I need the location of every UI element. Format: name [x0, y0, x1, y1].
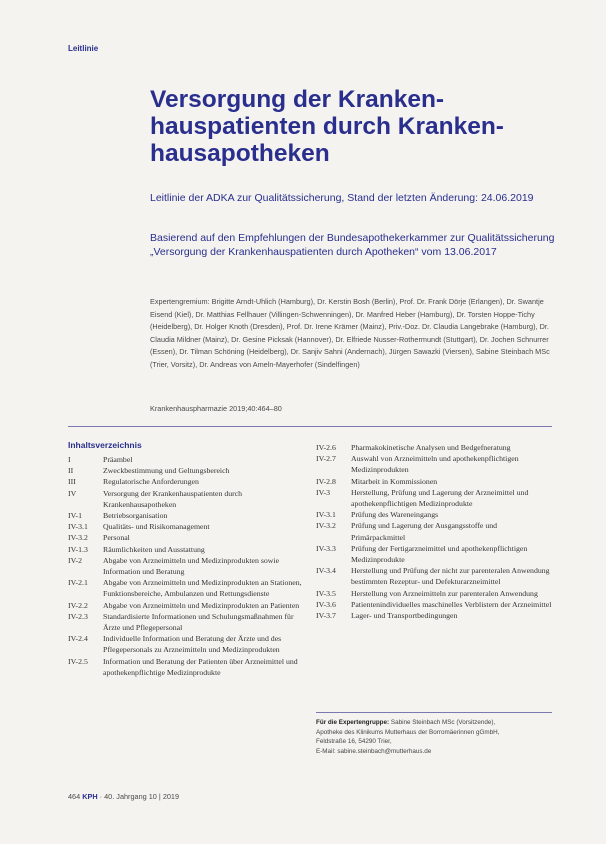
toc-entry	[316, 610, 552, 621]
contact-label: Für die Expertengruppe:	[316, 719, 390, 726]
toc-text: Versorgung der Krankenhauspatienten durch Krankenhausapotheken	[103, 488, 243, 509]
toc-number: IV-3.1	[316, 510, 336, 520]
toc-text: Präambel	[103, 455, 133, 464]
toc-entry	[316, 543, 552, 565]
toc-number: IV-3.1	[68, 522, 88, 532]
toc-number: IV-2.8	[316, 476, 336, 486]
expert-panel: Expertengremium: Brigitte Arndt-Uhlich (Hamburg), Dr. Kerstin Bosh (Berlin), Prof. Dr. Frank Dörje (Erlangen), Dr. Swantje Eisend (Kiel), Dr. Matthias Fellhauer (Villingen-Schwenningen), Dr. Manfred Heber (Hamburg), Dr. Torsten Hoppe-Tichy (Heidelberg), Dr. Holger Knoth (Dresden), Prof. Dr. Irene Krämer (Mainz), Priv.-Doz. Dr. Claudia Langebrake (Hamburg), Dr. Claudia Mildner (Mainz), Dr. Gesine Picksak (Hannover), Dr. Elfriede Nusser-Rothermundt (Stuttgart), Dr. Jochen Schnurrer (Essen), Dr. Tilman Schöning (Heidelberg), Dr. Sanjiv Sahni (Andernach), Jürgen Sawazki (Viersen), Sabine Steinbach MSc (Trier, Vorsitz), Dr. Andreas von Ameln-Mayerhofer (Sindelfingen)	[150, 297, 550, 369]
toc-text: Pharmakokinetische Analysen und Bedgefneratung	[351, 443, 511, 452]
toc-number: IV-2.3	[68, 611, 88, 621]
toc-text: Abgabe von Arzneimitteln und Medizinprodukten an Stationen, Funktionsbereiche, Ambulanzen und Rettungsdienste	[103, 578, 302, 599]
toc-entry	[68, 555, 306, 577]
toc-entry	[68, 454, 306, 465]
toc-number: IV-3.3	[316, 543, 336, 553]
toc-number: IV-2.1	[68, 578, 88, 588]
toc-text: Mitarbeit in Kommissionen	[351, 476, 438, 486]
toc-entry	[316, 599, 552, 610]
toc-number: IV-2.4	[68, 634, 88, 644]
toc-text: Individuelle Information und Beratung der Ärzte und des Pflegepersonals zu Arzneimitteln und Medizinprodukten	[103, 634, 282, 655]
section-label: Leitlinie	[68, 44, 99, 53]
toc-text: Prüfung und Lagerung der Ausgangsstoffe und Primärpackmittel	[351, 521, 498, 542]
toc-text: Qualitäts- und Risikomanagement	[103, 522, 210, 532]
toc-number: III	[68, 477, 76, 487]
separator: ·	[99, 792, 103, 801]
toc-number: IV-3.5	[316, 588, 336, 598]
toc-number: IV-2.2	[68, 600, 88, 610]
toc-number: IV-2.7	[316, 454, 336, 464]
contact-address: Apotheke des Klinikums Mutterhaus der Borromäerinnen gGmbH,	[316, 728, 500, 736]
page-number: 464	[68, 792, 81, 801]
toc-entry	[68, 577, 306, 599]
toc-number: IV-3.7	[316, 611, 336, 621]
toc-entry	[68, 510, 306, 521]
toc-text: Personal	[103, 533, 130, 543]
toc-number: IV-3.2	[316, 521, 336, 531]
toc-text: Patientenindividuelles maschinelles Verblistern der Arzneimittel	[351, 599, 552, 609]
citation: Krankenhauspharmazie 2019;40:464–80	[150, 404, 282, 413]
toc-entry	[316, 565, 552, 587]
toc-text: Abgabe von Arzneimitteln und Medizinprodukten an Patienten	[103, 600, 300, 610]
toc-text: Lager- und Transportbedingungen	[351, 611, 458, 621]
contact-line	[316, 718, 556, 728]
toc-number: IV	[68, 488, 77, 498]
toc-number: IV-3.2	[68, 533, 88, 543]
toc-number: I	[68, 455, 71, 464]
toc-text: Standardisierte Informationen und Schulungsmaßnahmen für Ärzte und Pflegepersonal	[103, 611, 294, 633]
toc-entry	[68, 633, 306, 655]
toc-text: Räumlichkeiten und Ausstattung	[103, 544, 205, 554]
toc-entry	[68, 656, 306, 678]
toc-entry	[68, 521, 306, 532]
journal-issue: 40. Jahrgang 10 | 2019	[104, 792, 180, 801]
toc-entry	[316, 487, 552, 509]
contact-street: Feldstraße 16, 54290 Trier,	[316, 738, 392, 745]
toc-number: IV-3.6	[316, 599, 336, 609]
journal-name: KPH	[82, 792, 98, 801]
contact-divider	[316, 712, 552, 713]
toc-text: Betriebsorganisation	[103, 511, 168, 521]
article-title: Versorgung der Krankenhauspatienten durch Krankenhausapotheken	[150, 86, 504, 167]
toc-number: IV-1	[68, 511, 83, 521]
toc-entry	[316, 442, 552, 453]
toc-entry	[68, 600, 306, 611]
toc-number: IV-2.6	[316, 443, 336, 452]
toc-text: Herstellung und Prüfung der nicht zur parenteralen Anwendung bestimmten Rezeptur- und Defekturarzneimittel	[351, 566, 550, 587]
toc-text: Information und Beratung der Patienten über Arzneimittel und apothekenpflichtige Medizinprodukte	[103, 656, 298, 677]
toc-entry	[316, 453, 552, 475]
toc-number: IV-3.4	[316, 566, 336, 576]
contact-email[interactable]: E-Mail: sabine.steinbach@mutterhaus.de	[316, 747, 432, 755]
toc-text: Prüfung der Fertigarzneimittel und apothekenpflichtigen Medizinprodukte	[351, 543, 528, 565]
toc-entry	[68, 611, 306, 633]
divider	[68, 426, 552, 427]
toc-entry	[68, 544, 306, 555]
toc-text: Auswahl von Arzneimitteln und apothekenpflichtigen Medizinprodukten	[351, 454, 519, 475]
toc-text: Abgabe von Arzneimitteln und Medizinprodukten sowie Information und Beratung	[103, 555, 280, 577]
toc-text: Herstellung, Prüfung und Lagerung der Arzneimittel und apothekenpflichtigen Medizinprodukte	[351, 487, 529, 509]
toc-text: Prüfung des Wareneingangs	[351, 510, 439, 520]
toc-text: Regulatorische Anforderungen	[103, 477, 199, 487]
toc-number: IV-3	[316, 487, 331, 497]
toc-right-column	[316, 442, 552, 621]
toc-left-column	[68, 454, 306, 678]
article-basis: Basierend auf den Empfehlungen der Bundesapothekerkammer zur Qualitätssicherung „Versorgung der Krankenhauspatienten durch Apotheken“ vom 13.06.2017	[150, 232, 555, 258]
toc-entry	[68, 488, 306, 510]
article-subtitle: Leitlinie der ADKA zur Qualitätssicherung, Stand der letzten Änderung: 24.06.2019	[150, 192, 534, 204]
toc-entry	[316, 476, 552, 487]
toc-number: IV-2.5	[68, 656, 88, 666]
contact-block	[316, 718, 556, 756]
toc-entry	[316, 509, 552, 520]
toc-number: II	[68, 466, 74, 476]
toc-entry	[68, 465, 306, 476]
toc-number: IV-1.3	[68, 544, 88, 554]
toc-text: Herstellung von Arzneimitteln zur parenteralen Anwendung	[351, 588, 538, 598]
toc-entry	[68, 532, 306, 543]
toc-entry	[316, 520, 552, 542]
toc-text: Zweckbestimmung und Geltungsbereich	[103, 466, 230, 476]
toc-heading: Inhaltsverzeichnis	[68, 440, 142, 450]
toc-number: IV-2	[68, 555, 83, 565]
contact-name: Sabine Steinbach MSc (Vorsitzende),	[390, 719, 496, 726]
page-footer	[68, 792, 179, 801]
toc-entry	[316, 588, 552, 599]
toc-entry	[68, 476, 306, 487]
